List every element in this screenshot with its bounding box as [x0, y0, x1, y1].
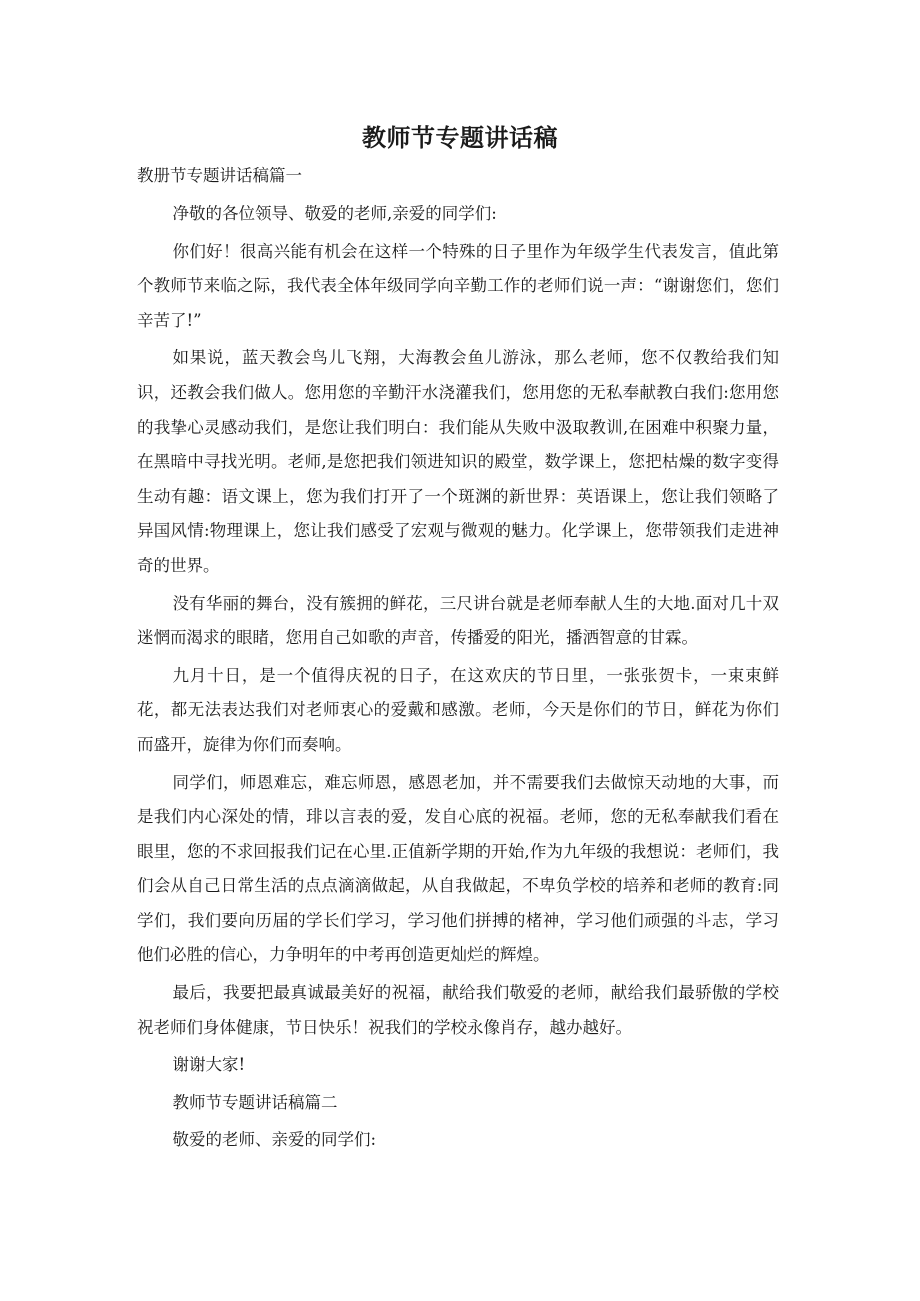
paragraph-thanks: 谢谢大家!	[172, 1055, 246, 1075]
document-body	[137, 197, 779, 1161]
paragraph-greeting-two: 敬爱的老师、亲爱的同学们:	[172, 1130, 377, 1150]
paragraph-podium: 没有华丽的舞台，没有簇拥的鲜花，三尺讲台就是老师奉献人生的大地.面对几十双迷惘而渴求的眼睹，您用自己如歌的声音，传播爱的阳光，播洒智意的甘霖。	[137, 593, 779, 648]
paragraph-celebration: 九月十日，是一个值得庆祝的日子，在这欢庆的节日里，一张张贺卡，一束束鲜花，都无法表达我们对老师衷心的爱戴和感激。老师，今天是你们的节日，鲜花为你们而盛开，旋律为你们而奏响。	[137, 665, 779, 754]
document-title: 教师节专题讲话稿	[362, 124, 558, 152]
paragraph-teaching: 如果说，蓝天教会鸟儿飞翔，大海教会鱼儿游泳，那么老师，您不仅教给我们知识，还教会我们做人。您用您的辛勤汗水浇灌我们，您用您的无私奉献教白我们:您用您的我挚心灵感动我们，是您让我们明白：我们能从失败中汲取教训,在困难中积聚力量，在黑暗中寻找光明。老师,是您把我们领进知识的殿堂，数学课上，您把枯燥的数字变得生动有趣：语文课上，您为我们打开了一个斑渊的新世界：英语课上，您让我们领略了异国风情:物理课上，您让我们感受了宏观与微观的魅力。化学课上，您带领我们走进神奇的世界。	[137, 348, 779, 575]
section-heading-part-two: 教师节专题讲话稿篇二	[172, 1092, 338, 1112]
paragraph-closing: 最后，我要把最真诚最美好的祝福，献给我们敬爱的老师，献给我们最骄傲的学校祝老师们身体健康，节日快乐！祝我们的学校永像肖存，越办越好。	[137, 983, 779, 1037]
paragraph-opening: 你们好！很高兴能有机会在这样一个特殊的日子里作为年级学生代表发言，值此第个教师节来临之际，我代表全体年级同学向辛勤工作的老师们说一声：“谢谢您们，您们辛苦了!”	[137, 241, 779, 330]
paragraph-gratitude: 同学们，师恩难忘，难忘师恩，感恩老加，并不需要我们去做惊天动地的大事，而是我们内心深处的情，琲以言表的爱，发自心底的祝福。老师，您的无私奉献我们看在眼里，您的不求回报我们记在心里.正值新学期的开始,作为九年级的我想说：老师们，我们会从自己日常生活的点点滴滴做起，从自我做起，不卑负学校的培养和老师的教育:同学们，我们要向历届的学长们学习，学习他们拼搏的楮神，学习他们顽强的斗志，学习他们必胜的信心，力争明年的中考再创造更灿烂的辉煌。	[137, 772, 779, 965]
paragraph-greeting: 净敬的各位领导、敬爱的老师,亲爱的同学们:	[172, 204, 497, 223]
section-heading-part-one: 教册节专题讲话稿篇一	[137, 166, 302, 185]
